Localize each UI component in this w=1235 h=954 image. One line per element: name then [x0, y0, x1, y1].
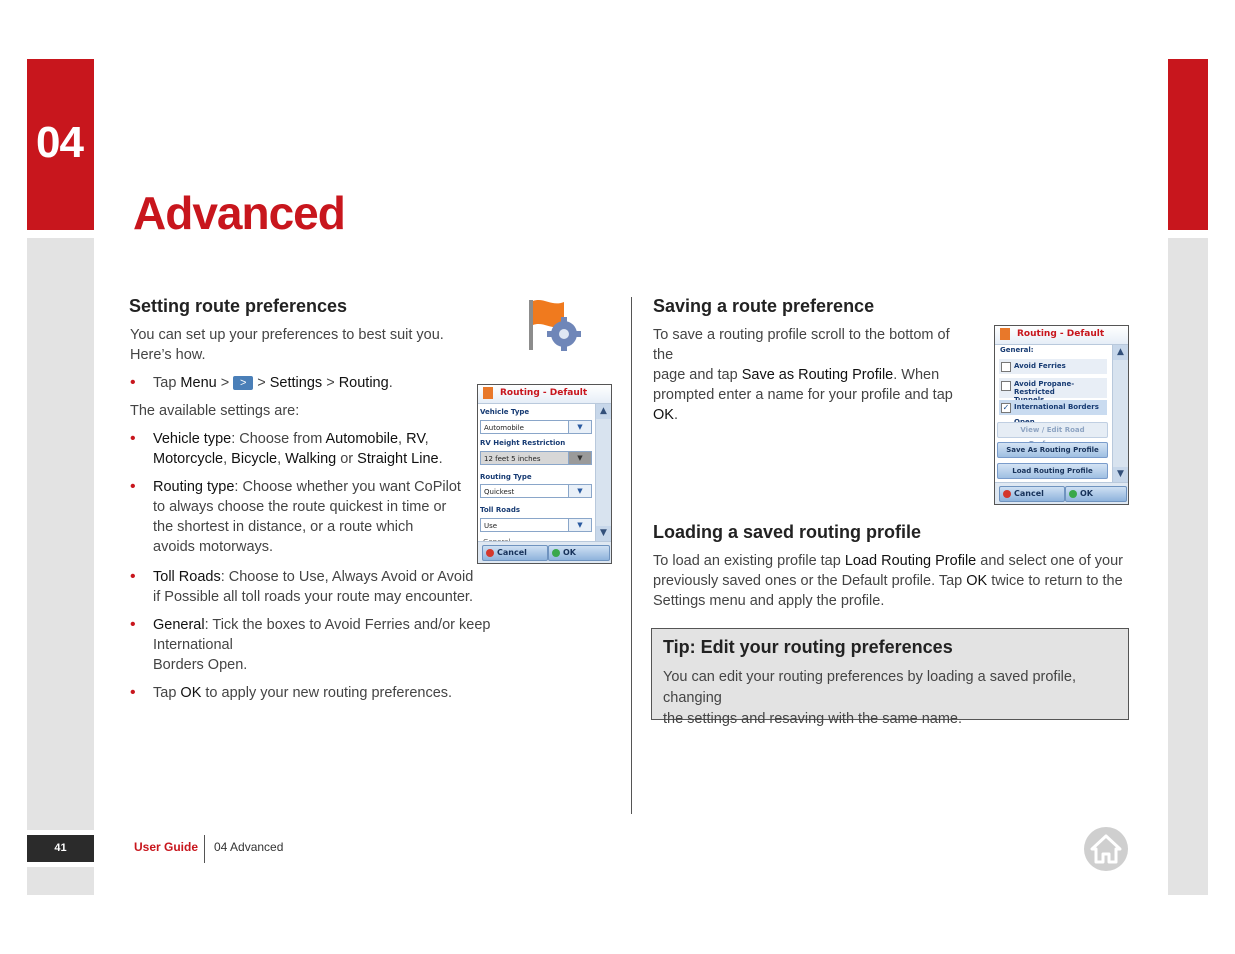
settings-list-2 — [129, 567, 559, 703]
loading-text: To load an existing profile tap Load Routing Profile and select one of your previously saved ones or the Default profile. Tap OK twice to return to the Settings menu and apply the profile. — [653, 553, 1123, 609]
avoid-ferries-option[interactable]: Avoid Ferries — [999, 359, 1107, 374]
cancel-icon — [486, 549, 494, 557]
flag-icon — [1000, 328, 1010, 340]
borders-open-option[interactable]: ✓ International Borders — [999, 400, 1107, 415]
chevron-down-icon: ▼ — [568, 421, 591, 433]
chevron-right-icon: > — [233, 376, 253, 390]
home-icon — [1084, 827, 1128, 871]
toll-roads-item: • Toll Roads: Choose to Use, Always Avoid or Avoid if Possible all toll roads your route may encounter. — [129, 567, 559, 607]
intro-line-1: You can set up your preferences to best suit you. — [130, 327, 444, 343]
footer-divider — [204, 835, 205, 863]
screen-body — [995, 345, 1112, 482]
vehicle-type-label: Vehicle Type — [480, 408, 530, 416]
vehicle-type-item: • Vehicle type: Choose from Automobile, RV, Motorcycle, Bicycle, Walking or Straight Line. — [129, 429, 469, 469]
toll-roads-label: Toll Roads — [480, 506, 520, 514]
left-side-strip-bottom — [27, 867, 94, 895]
cancel-button[interactable]: Cancel — [482, 545, 548, 561]
settings-list — [129, 429, 469, 557]
footer-user-guide-link[interactable]: User Guide — [134, 840, 199, 854]
load-routing-profile-button[interactable]: Load Routing Profile — [997, 463, 1108, 479]
save-as-routing-profile-button[interactable]: Save As Routing Profile — [997, 442, 1108, 458]
cancel-button[interactable]: Cancel — [999, 486, 1065, 502]
scroll-up-icon[interactable]: ▲ — [1113, 345, 1128, 360]
intro-line-2: Here’s how. — [130, 347, 206, 363]
scroll-up-icon[interactable]: ▲ — [596, 404, 611, 419]
section-heading-setting-route: Setting route preferences — [129, 296, 348, 316]
general-item: • General: Tick the boxes to Avoid Ferries and/or keep International Borders Open. — [129, 615, 559, 675]
settings-keyword: Settings — [269, 375, 323, 391]
cancel-icon — [1003, 490, 1011, 498]
ok-button[interactable]: OK — [1065, 486, 1127, 502]
general-label: General: — [1000, 346, 1034, 354]
chevron-down-icon: ▼ — [568, 452, 591, 464]
footer-chapter-link[interactable]: 04 Advanced — [214, 840, 284, 854]
routing-type-label: Routing Type — [480, 473, 532, 481]
check-icon — [1069, 490, 1077, 498]
vehicle-type-dropdown[interactable]: Automobile ▼ — [480, 420, 592, 434]
screen-footer — [478, 541, 611, 563]
tip-text: You can edit your routing preferences by loading a saved profile, changing the settings and resaving with the same name. — [663, 669, 1076, 727]
flag-icon — [483, 387, 493, 399]
scrollbar[interactable] — [595, 404, 611, 541]
tip-title: Tip: Edit your routing preferences — [663, 637, 953, 657]
routing-type-item: • Routing type: Choose whether you want CoPilot to always choose the route quickest in time or the shortest in distance, or a route which avoids motorways. — [129, 477, 469, 557]
page-title: Advanced — [133, 187, 345, 239]
checkbox[interactable] — [1001, 381, 1011, 391]
scroll-down-icon[interactable]: ▼ — [596, 526, 611, 541]
chevron-down-icon: ▼ — [568, 519, 591, 531]
intro-text — [130, 325, 444, 365]
routing-settings-screenshot — [477, 384, 612, 564]
scroll-down-icon[interactable]: ▼ — [1113, 467, 1128, 482]
tip-box — [651, 628, 1129, 727]
routing-profile-screenshot — [994, 325, 1129, 505]
left-side-strip — [27, 238, 94, 830]
section-heading-saving: Saving a route preference — [653, 296, 875, 316]
rv-height-dropdown: 12 feet 5 inches ▼ — [480, 451, 592, 465]
column-divider — [631, 297, 632, 814]
check-icon — [552, 549, 560, 557]
view-edit-road-preferences-button: View / Edit Road — [997, 422, 1108, 438]
toll-roads-dropdown[interactable]: Use ▼ — [480, 518, 592, 532]
step-list-1 — [129, 373, 459, 393]
section-heading-loading: Loading a saved routing profile — [653, 522, 922, 542]
right-chapter-tab — [1168, 59, 1208, 230]
screen-header — [478, 385, 611, 404]
checkbox-checked[interactable]: ✓ — [1002, 403, 1010, 412]
routing-keyword: Routing — [338, 375, 389, 391]
avoid-propane-option[interactable]: Avoid Propane-Restricted — [999, 378, 1107, 398]
available-settings-label: The available settings are: — [130, 403, 300, 419]
screen-title: Routing - Default — [1017, 329, 1105, 339]
routing-type-dropdown[interactable]: Quickest ▼ — [480, 484, 592, 498]
chapter-number: 04 — [36, 118, 83, 167]
page-number: 41 — [27, 835, 94, 862]
ok-button[interactable]: OK — [548, 545, 610, 561]
right-side-strip — [1168, 238, 1208, 895]
saving-text: To save a routing profile scroll to the bottom of the page and tap Save as Routing Profile. When prompted enter a name for your profile and tap OK. — [653, 327, 953, 423]
routing-flag-gear-icon — [524, 296, 584, 356]
screen-footer — [995, 482, 1128, 504]
screen-body — [478, 404, 595, 541]
ok-step: • Tap OK to apply your new routing preferences. — [129, 683, 559, 703]
scrollbar[interactable] — [1112, 345, 1128, 482]
home-button[interactable] — [1084, 827, 1128, 871]
screen-header — [995, 326, 1128, 345]
screen-title: Routing - Default — [500, 388, 588, 398]
menu-step: • Tap Menu > > > Settings > Routing. — [129, 373, 459, 393]
menu-keyword: Menu — [180, 375, 217, 391]
checkbox[interactable] — [1001, 362, 1011, 372]
chevron-down-icon: ▼ — [568, 485, 591, 497]
rv-height-label: RV Height Restriction — [480, 439, 566, 447]
